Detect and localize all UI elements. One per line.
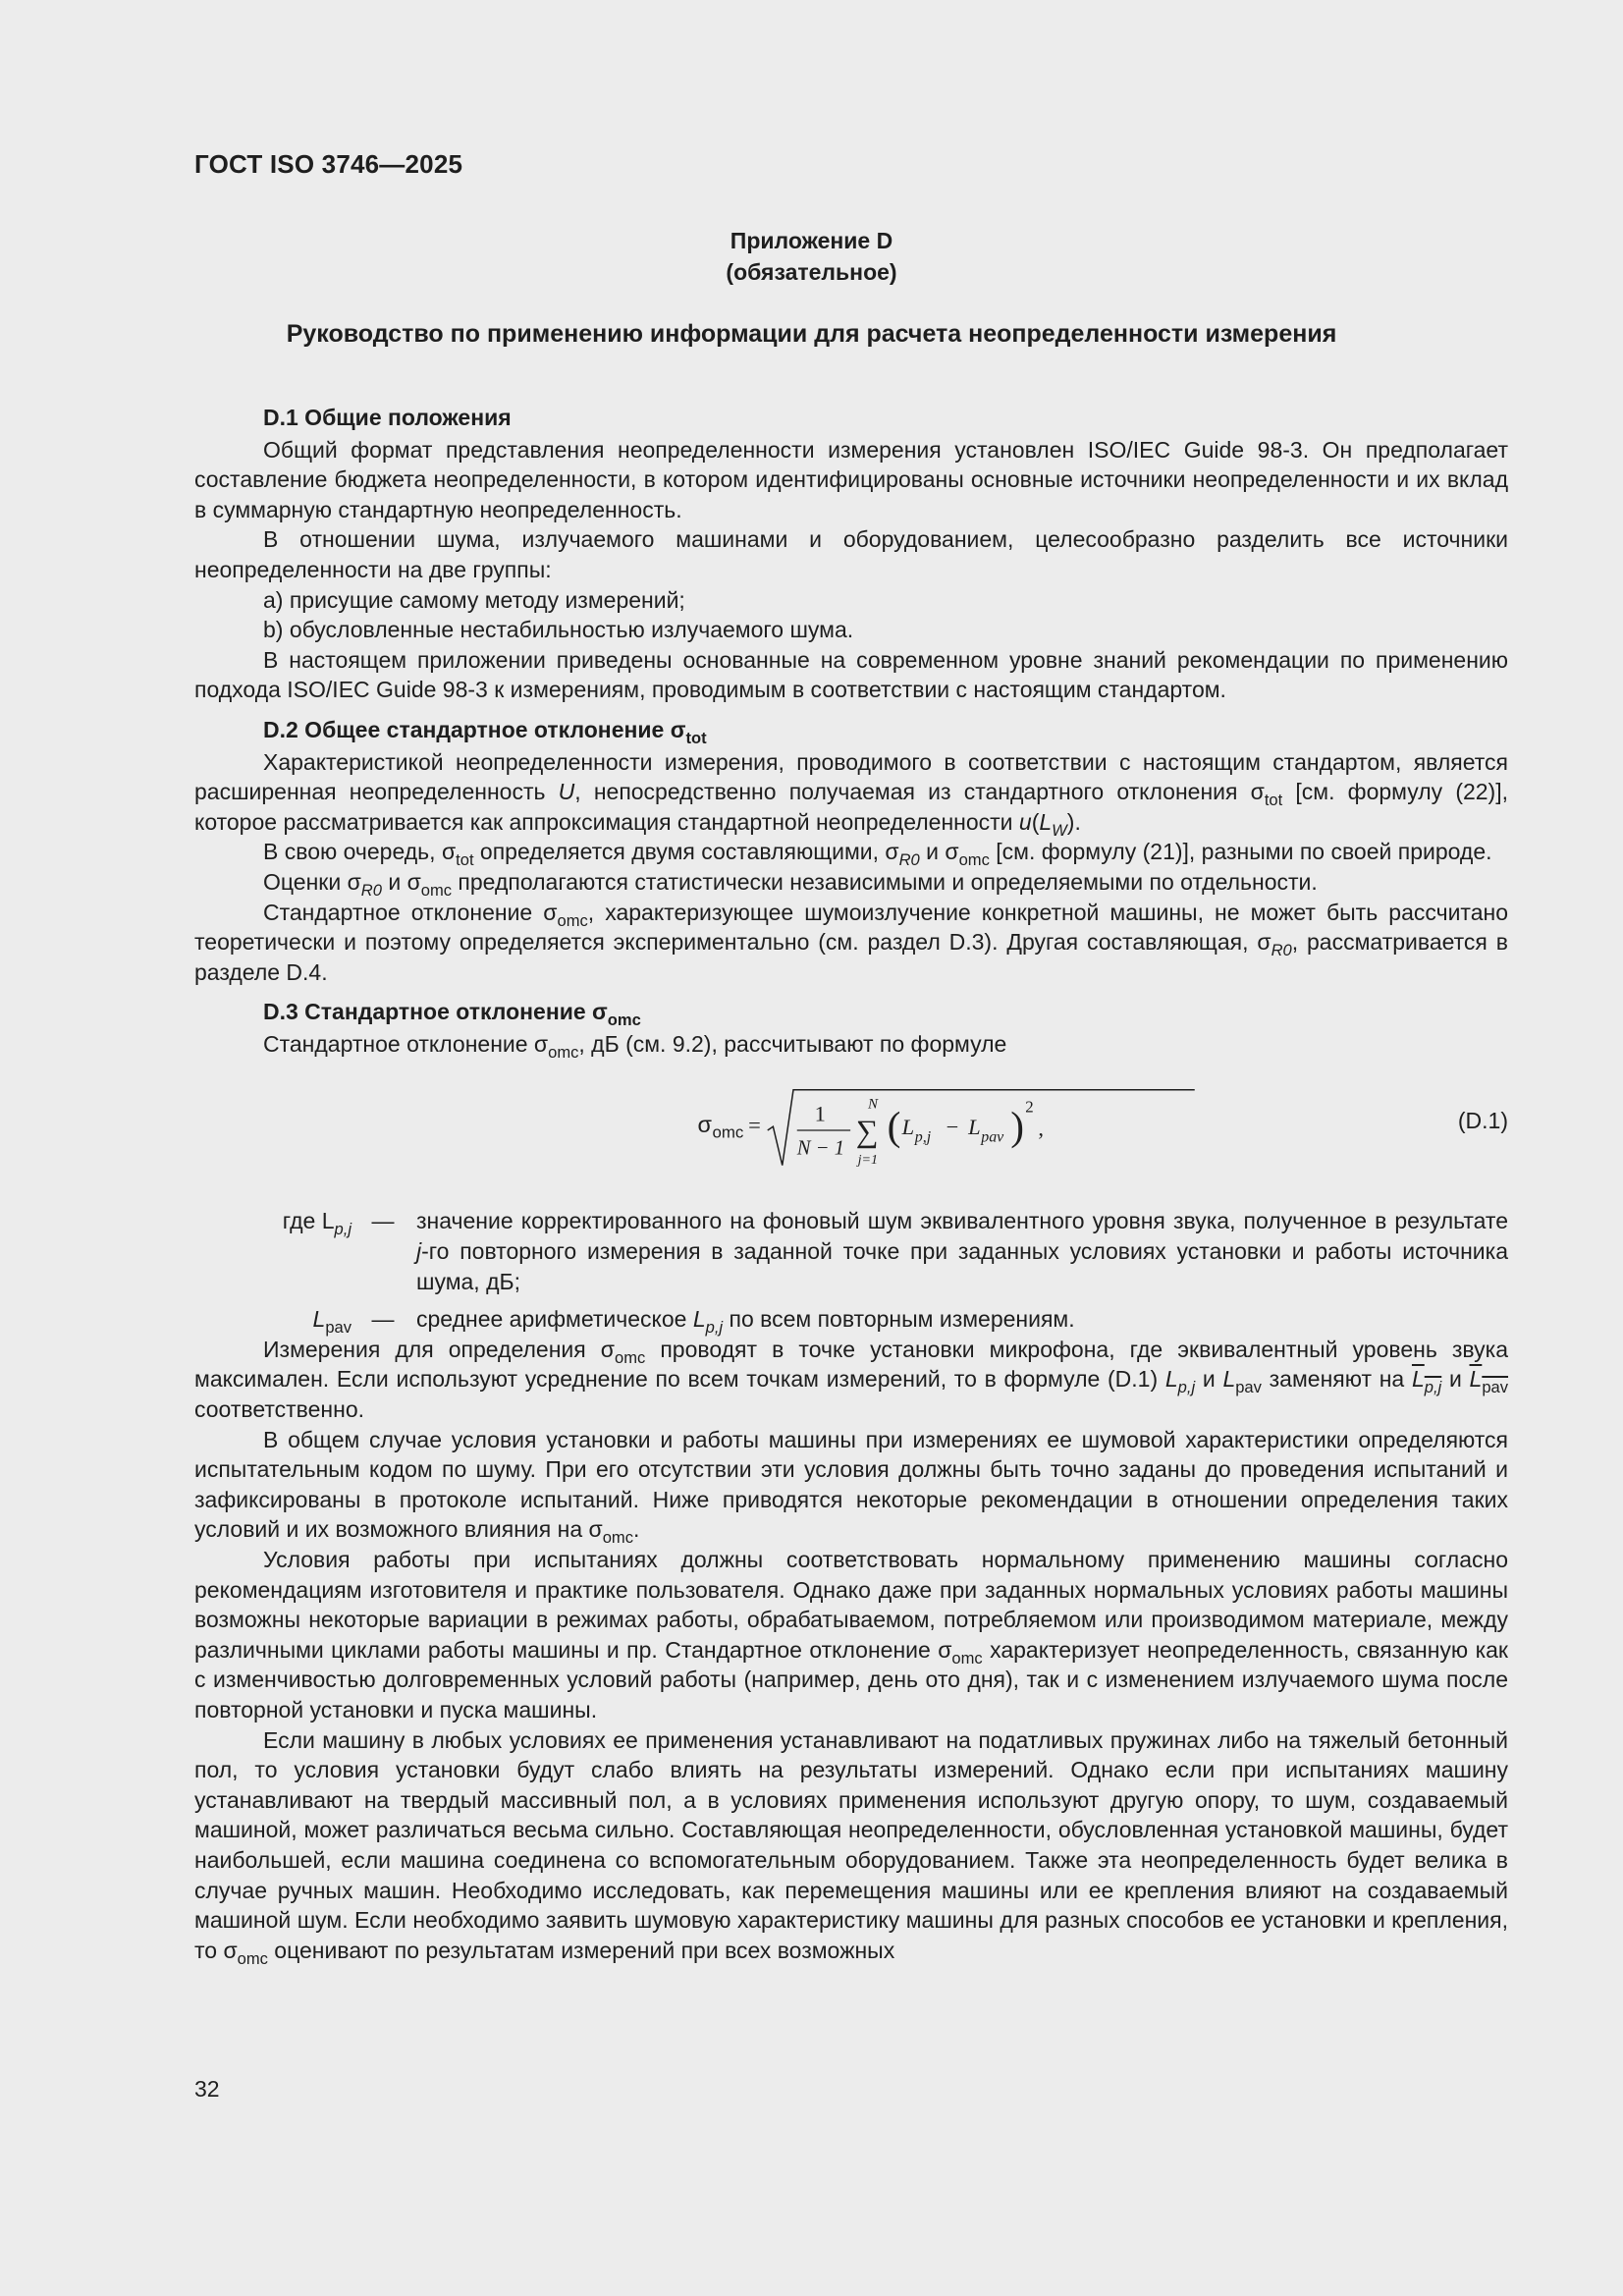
section-d1-paragraph: В настоящем приложении приведены основанные на современном уровне знаний рекомендации по применению подхода ISO/IEC Guide 98-3 к измерениям, проводимым в соответствии с настоящим стандартом. <box>194 646 1508 703</box>
list-item-a: a) присущие самому методу измерений; <box>263 586 685 613</box>
formula-power: 2 <box>1025 1097 1034 1117</box>
section-d2-paragraph: Оценки $\sigma_{R0}$ и $\sigma_{omc}$ предполагаются статистически независимыми и определяемыми по отдельности. <box>263 868 1318 900</box>
formula-minus: − <box>946 1115 959 1140</box>
annex-title: Приложение D <box>730 228 893 253</box>
legend-text: среднее арифметическое $L_{p,j}$ по всем повторным измерениям. <box>416 1306 1075 1338</box>
section-d2-paragraph: В свою очередь, $\sigma_{tot}$ определяется двумя составляющими, $\sigma_{R0}$ и $\sigma_{omc}$ [см. формулу (21)], разными по своей природе. <box>263 839 1492 870</box>
section-d1-paragraph: В отношении шума, излучаемого машинами и оборудованием, целесообразно разделить все источники неопределенности на две группы: <box>194 526 1508 582</box>
legend-symbol: где $L_{p,j}$ <box>282 1208 352 1239</box>
formula-sum: ∑ <box>855 1114 879 1149</box>
standard-designation: ГОСТ ISO 3746—2025 <box>194 149 463 179</box>
formula-paren-close: ) <box>1010 1103 1024 1149</box>
legend-dash: — <box>371 1306 395 1333</box>
legend-symbol: $L_{pav}$ <box>312 1306 352 1338</box>
section-d2-title: D.2 Общее стандартное отклонение $\sigma_{tot}$ <box>263 716 707 747</box>
section-d3-paragraph: Если машину в любых условиях ее применения устанавливают на податливых пружинах либо на тяжелый бетонный пол, то условия установки будут слабо влиять на результаты измерений. Однако если при испытаниях машину устанавливают на твердый массивный пол, а в условиях применения используют другую опору, то шум, создаваемый машиной, может различаться весьма сильно. Составляющая неопределенности, обусловленная установкой машины, будет наибольшей, если машина соединена со вспомогательным оборудованием. Также эта неопределенность будет велика в случае ручных машин. Необходимо исследовать, как перемещения машины или ее крепления влияют на создаваемый машиной шум. Если необходимо заявить шумовую характеристику машины для разных способов ее установки и крепления, то $\sigma_{omc}$ оценивают по результатам измерений при всех возможных <box>194 1726 1508 1968</box>
formula-numerator: 1 <box>814 1102 826 1127</box>
list-item-b: b) обусловленные нестабильностью излучаемого шума. <box>263 617 854 643</box>
formula-equals: = <box>748 1113 761 1138</box>
legend-row <box>194 1304 1508 1338</box>
annex-status: (обязательное) <box>726 259 897 285</box>
formula-denominator: N − 1 <box>796 1137 845 1160</box>
formula-comma: , <box>1038 1117 1044 1142</box>
formula-term-L1: L <box>901 1115 915 1140</box>
formula-sum-top: N <box>867 1096 878 1113</box>
formula-paren-open: ( <box>887 1103 901 1149</box>
section-d3-paragraph: Условия работы при испытаниях должны соответствовать нормальному применению машины согласно рекомендациям изготовителя и практике пользователя. Однако даже при заданных нормальных условиях работы машины возможны некоторые вариации в режимах работы, обрабатываемом, потребляемом или производимом материале, между различными циклами работы машины и пр. Стандартное отклонение $\sigma_{omc}$ характеризует неопределенность, связанную как с изменчивостью долговременных условий работы (например, день ото дня), так и с изменением излучаемого шума после повторной установки и пуска машины. <box>194 1547 1508 1722</box>
legend-text: значение корректированного на фоновый шум эквивалентного уровня звука, полученное в результате j-го повторного измерения в заданной точке при заданных условиях установки и работы источника шума, дБ; <box>416 1208 1508 1294</box>
formula-d1 <box>194 1070 1508 1186</box>
formula-term-sub2: pav <box>981 1128 1004 1146</box>
formula-sigma-sub: omc <box>712 1122 744 1142</box>
page-number: 32 <box>194 2076 220 2102</box>
formula-legend <box>194 1206 1508 1338</box>
formula-sigma: σ <box>697 1112 712 1138</box>
legend-row <box>194 1206 1508 1296</box>
formula-term-sub1: p,j <box>914 1128 932 1146</box>
section-d2-paragraph: Характеристикой неопределенности измерения, проводимого в соответствии с настоящим стандартом, является расширенная неопределенность U, непосредственно получаемая из стандартного отклонения $\sigma_{tot}$ [см. формулу (22)], которое рассматривается как аппроксимация стандартной неопределенности $u(L_W)$. <box>194 748 1508 840</box>
formula-sum-bottom: j=1 <box>857 1152 879 1169</box>
section-d3-intro: Стандартное отклонение $\sigma_{omc}$, дБ (см. 9.2), рассчитывают по формуле <box>263 1030 1007 1062</box>
annex-heading: Руководство по применению информации для расчета неопределенности измерения <box>286 320 1337 348</box>
document-body <box>194 403 1509 1968</box>
section-d1-paragraph: Общий формат представления неопределенности измерения установлен ISO/IEC Guide 98-3. Он предполагает составление бюджета неопределенности, в котором идентифицированы основные источники неопределенности и их вклад в суммарную стандартную неопределенность. <box>194 436 1508 522</box>
formula-term-L2: L <box>968 1115 981 1140</box>
section-d3-paragraph: Измерения для определения $\sigma_{omc}$ проводят в точке установки микрофона, где эквивалентный уровень звука максимален. Если используют усреднение по всем точкам измерений, то в формуле (D.1) $L_{p,j}$ и $L_{pav}$ заменяют на $L_{p,j}$ и $L_{pav}$ соответственно. <box>194 1336 1509 1423</box>
section-d2-paragraph: Стандартное отклонение $\sigma_{omc}$, характеризующее шумоизлучение конкретной машины, не может быть рассчитано теоретически и поэтому определяется экспериментально (см. раздел D.3). Другая составляющая, $\sigma_{R0}$, рассматривается в разделе D.4. <box>194 899 1508 985</box>
formula-expression <box>680 1086 1230 1175</box>
section-d3-paragraph: В общем случае условия установки и работы машины при измерениях ее шумовой характеристики определяются испытательным кодом по шуму. При его отсутствии эти условия должны быть точно заданы до проведения испытаний и зафиксированы в протоколе испытаний. Ниже приводятся некоторые рекомендации в отношении определения таких условий и их возможного влияния на $\sigma_{omc}$. <box>194 1426 1508 1548</box>
legend-dash: — <box>371 1208 395 1234</box>
section-d1-title: D.1 Общие положения <box>263 405 512 430</box>
formula-number: (D.1) <box>1457 1108 1508 1134</box>
section-d3-title: D.3 Стандартное отклонение $\sigma_{omc}$ <box>263 999 641 1030</box>
